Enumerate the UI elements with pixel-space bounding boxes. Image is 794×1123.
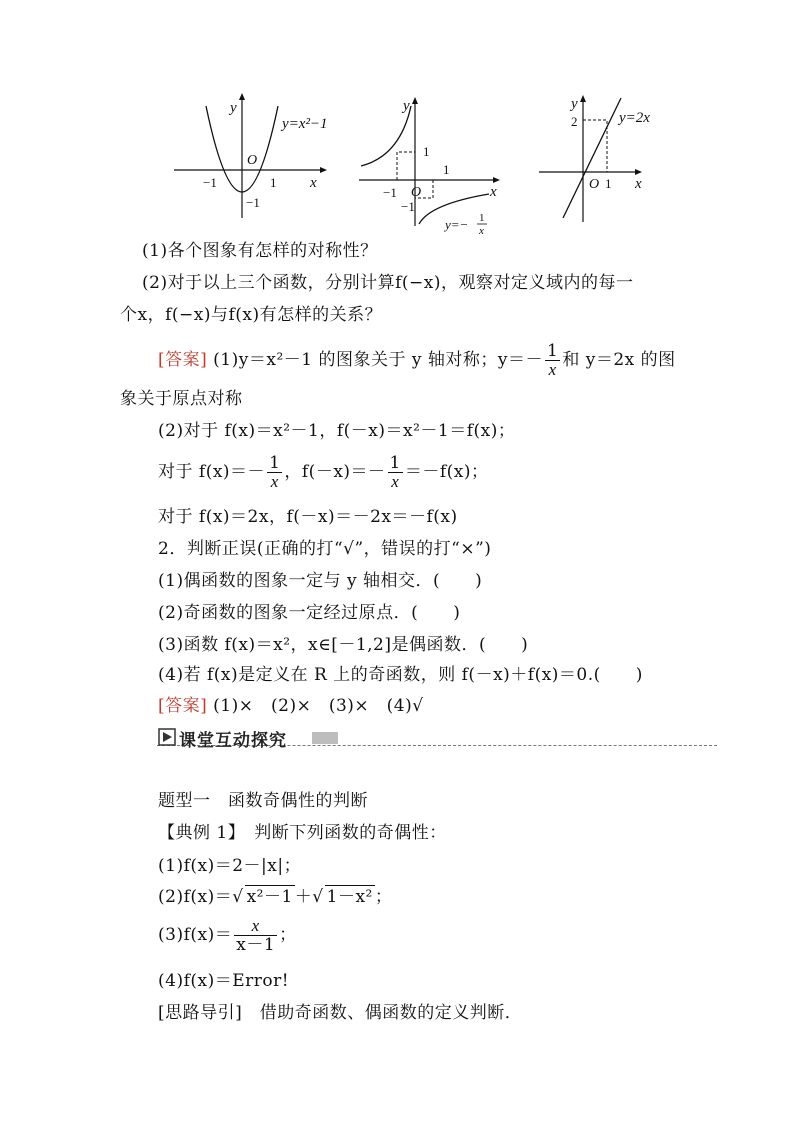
- graph2-ypos: 1: [423, 144, 430, 159]
- graph1-yneg: −1: [246, 195, 260, 210]
- example-1-title: 【典例 1】 判断下列函数的奇偶性：: [158, 823, 447, 843]
- graph1-xpos: 1: [270, 175, 277, 190]
- problem-2-title: 2．判断正误(正确的打“√”，错误的打“×”): [158, 539, 492, 559]
- play-icon: [158, 728, 176, 746]
- example-3-fraction: $\frac{x}{x-1}$: [236, 916, 276, 955]
- problem-2-item3: (3)函数 f(x)＝x²，x∈[－1,2]是偶函数．( ): [158, 635, 529, 655]
- hint-tag: [思路导引]: [158, 1003, 243, 1023]
- hint-line: [158, 1002, 522, 1024]
- answer-2-line1: (2)对于 f(x)＝x²－1，f(－x)＝x²－1＝f(x)；: [158, 421, 516, 441]
- graph2-xneg: −1: [383, 185, 397, 200]
- example-1-item4: (4)f(x)＝Error!: [158, 971, 290, 991]
- graph2-x-label: x: [490, 184, 497, 200]
- problem-2-item4: (4)若 f(x)是定义在 R 上的奇函数，则 f(－x)＋f(x)＝0.( ): [158, 665, 643, 685]
- graph-hyperbola: [355, 96, 505, 236]
- section-header: [157, 726, 717, 750]
- graph2-origin: O: [411, 185, 422, 200]
- example-1-item1: (1)f(x)＝2－|x|；: [158, 856, 302, 876]
- answer-1: [158, 340, 676, 380]
- graph2-func-num: 1: [479, 212, 485, 224]
- problem-2-item1: (1)偶函数的图象一定与 y 轴相交．( ): [158, 571, 483, 591]
- graph-parabola: [170, 88, 345, 228]
- answer-2-line3: 对于 f(x)＝2x，f(－x)＝－2x＝－f(x): [158, 507, 458, 527]
- graph2-xpos: 1: [443, 162, 450, 177]
- graph3-y-label: y: [571, 96, 578, 112]
- graph3-ypos: 2: [571, 114, 578, 129]
- hint-text: 借助奇函数、偶函数的定义判断．: [242, 1003, 523, 1023]
- answer-1-pre: (1)y＝x²－1 的图象关于 y 轴对称；y＝－: [213, 350, 543, 370]
- graph3-func-label: y=2x: [619, 110, 650, 126]
- problem-2-item2: (2)奇函数的图象一定经过原点．( ): [158, 603, 461, 623]
- graph3-origin: O: [589, 177, 600, 192]
- type-1-title: 题型一 函数奇偶性的判断: [158, 791, 368, 811]
- graph3-xpos: 1: [605, 176, 612, 191]
- graph1-func-label: y=x²−1: [282, 116, 328, 132]
- graph1-x-label: x: [310, 175, 317, 191]
- answer-tag: [答案]: [158, 350, 208, 370]
- graph2-func-label: y=−: [445, 217, 469, 232]
- graph3-x-label: x: [635, 176, 642, 192]
- answer-1-fraction: $\frac{1}{x}$: [547, 341, 559, 379]
- function-graphs: [0, 88, 794, 238]
- answer-2-frac-a: $\frac{1}{x}$: [269, 453, 281, 491]
- example-1-item3: (3)f(x)＝ $\frac{x}{x-1}$ ；: [158, 916, 297, 955]
- section-label: 课堂互动探究: [179, 731, 287, 751]
- example-1-item2: (2)f(x)＝√ x²－1 ＋√ 1－x² ；: [158, 887, 393, 907]
- answer-1-cont: 象关于原点对称: [120, 389, 243, 409]
- graph1-y-label: y: [230, 100, 237, 116]
- graph2-y-label: y: [403, 98, 410, 114]
- graph2-yneg: −1: [401, 199, 415, 214]
- question-1: (1)各个图象有怎样的对称性？: [142, 241, 378, 261]
- answer-2-frac-b: $\frac{1}{x}$: [389, 453, 401, 491]
- question-2-line2: 个x，f(−x)与f(x)有怎样的关系？: [120, 305, 383, 325]
- answer-1-post: 和 y＝2x 的图: [562, 350, 676, 370]
- answer-2-line2: 对于 f(x)＝－ $\frac{1}{x}$ ，f(－x)＝－ $\frac{1}{x}$ ＝－f(x)；: [158, 453, 489, 491]
- problem-2-answer: [答案] (1)× (2)× (3)× (4)√: [158, 696, 424, 716]
- graph1-origin: O: [247, 153, 258, 168]
- graph-line: [535, 94, 675, 234]
- graph2-func-den: x: [479, 225, 484, 236]
- question-2-line1: (2)对于以上三个函数，分别计算f(−x)，观察对定义域内的每一: [142, 273, 634, 293]
- graph1-xneg: −1: [203, 175, 217, 190]
